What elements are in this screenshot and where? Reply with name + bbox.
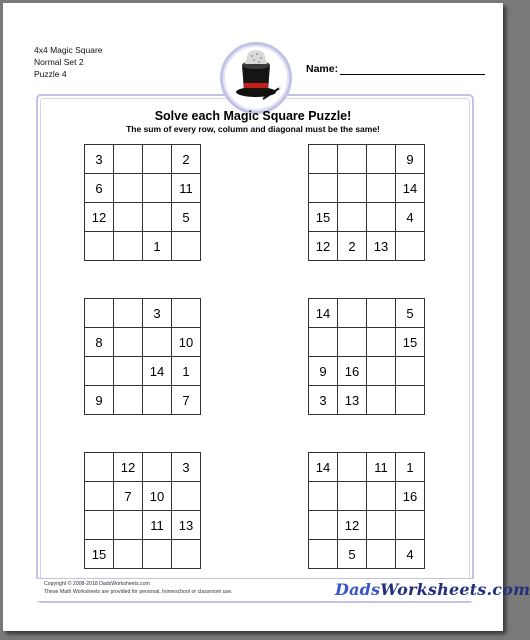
square-cell[interactable]: 11: [172, 174, 201, 203]
square-cell[interactable]: 12: [309, 232, 338, 261]
square-cell[interactable]: [309, 174, 338, 203]
square-cell[interactable]: [367, 482, 396, 511]
square-cell[interactable]: 1: [172, 357, 201, 386]
square-cell[interactable]: [396, 357, 425, 386]
footer-copyright: Copyright © 2008-2018 DadsWorksheets.com: [44, 581, 150, 587]
square-cell[interactable]: [114, 357, 143, 386]
magic-square-2: [308, 144, 425, 261]
square-cell[interactable]: [309, 540, 338, 569]
footer-notice: These Math Worksheets are provided for personal, homeschool or classroom use.: [44, 589, 233, 595]
square-cell[interactable]: 7: [114, 482, 143, 511]
square-cell[interactable]: 13: [172, 511, 201, 540]
square-cell[interactable]: [114, 386, 143, 415]
square-cell[interactable]: 4: [396, 203, 425, 232]
square-cell[interactable]: [338, 328, 367, 357]
square-cell[interactable]: 11: [143, 511, 172, 540]
dadsworksheets-logo: [335, 580, 530, 599]
square-cell[interactable]: 3: [172, 453, 201, 482]
square-cell[interactable]: 1: [396, 453, 425, 482]
square-cell[interactable]: [172, 232, 201, 261]
square-cell[interactable]: 13: [338, 386, 367, 415]
meta-puzzle: Puzzle 4: [34, 69, 67, 79]
square-cell[interactable]: [143, 174, 172, 203]
square-cell[interactable]: [396, 386, 425, 415]
square-cell[interactable]: [143, 203, 172, 232]
square-cell[interactable]: 9: [85, 386, 114, 415]
square-cell[interactable]: [367, 328, 396, 357]
square-cell[interactable]: 12: [114, 453, 143, 482]
magic-square-3: [84, 298, 201, 415]
square-cell[interactable]: [367, 540, 396, 569]
square-cell[interactable]: [367, 174, 396, 203]
square-cell[interactable]: [114, 511, 143, 540]
square-cell[interactable]: [85, 482, 114, 511]
square-cell[interactable]: [172, 540, 201, 569]
square-cell[interactable]: [367, 145, 396, 174]
square-cell[interactable]: 2: [338, 232, 367, 261]
square-cell[interactable]: 5: [338, 540, 367, 569]
square-cell[interactable]: [338, 174, 367, 203]
square-cell[interactable]: 14: [396, 174, 425, 203]
logo-part1: Dads: [335, 580, 381, 599]
square-cell[interactable]: 15: [396, 328, 425, 357]
square-cell[interactable]: [396, 232, 425, 261]
square-cell[interactable]: [114, 145, 143, 174]
square-cell[interactable]: [85, 453, 114, 482]
square-cell[interactable]: 9: [396, 145, 425, 174]
square-cell[interactable]: 2: [172, 145, 201, 174]
square-cell[interactable]: [309, 145, 338, 174]
square-cell[interactable]: [114, 203, 143, 232]
logo-part2: Worksheets.com: [380, 580, 530, 599]
square-cell[interactable]: 8: [85, 328, 114, 357]
square-cell[interactable]: 10: [143, 482, 172, 511]
square-cell[interactable]: 3: [309, 386, 338, 415]
square-cell[interactable]: 5: [396, 299, 425, 328]
square-cell[interactable]: 3: [143, 299, 172, 328]
square-cell[interactable]: [338, 299, 367, 328]
square-cell[interactable]: [396, 511, 425, 540]
square-cell[interactable]: 11: [367, 453, 396, 482]
square-cell[interactable]: [367, 299, 396, 328]
square-cell[interactable]: [367, 357, 396, 386]
square-cell[interactable]: 13: [367, 232, 396, 261]
square-cell[interactable]: [367, 203, 396, 232]
square-cell[interactable]: 9: [309, 357, 338, 386]
square-cell[interactable]: [114, 328, 143, 357]
square-cell[interactable]: [338, 482, 367, 511]
square-cell[interactable]: [172, 299, 201, 328]
square-cell[interactable]: [172, 482, 201, 511]
name-line: [340, 64, 485, 75]
square-cell[interactable]: [85, 511, 114, 540]
square-cell[interactable]: [114, 299, 143, 328]
meta-set: Normal Set 2: [34, 57, 84, 67]
square-cell[interactable]: [309, 511, 338, 540]
square-cell[interactable]: [143, 453, 172, 482]
square-cell[interactable]: [309, 482, 338, 511]
square-cell[interactable]: [114, 540, 143, 569]
square-cell[interactable]: 14: [143, 357, 172, 386]
square-cell[interactable]: [367, 511, 396, 540]
square-cell[interactable]: [114, 174, 143, 203]
magic-square-6: [308, 452, 425, 569]
square-cell[interactable]: 4: [396, 540, 425, 569]
square-cell[interactable]: [309, 328, 338, 357]
square-cell[interactable]: [85, 299, 114, 328]
square-cell[interactable]: 16: [396, 482, 425, 511]
square-cell[interactable]: [143, 145, 172, 174]
magic-square-5: [84, 452, 201, 569]
square-cell[interactable]: 14: [309, 299, 338, 328]
magic-hat-icon: [220, 42, 292, 114]
square-cell[interactable]: 15: [309, 203, 338, 232]
square-cell[interactable]: 3: [85, 145, 114, 174]
square-cell[interactable]: 7: [172, 386, 201, 415]
square-cell[interactable]: [338, 145, 367, 174]
square-cell[interactable]: [143, 386, 172, 415]
square-cell[interactable]: [85, 232, 114, 261]
name-field: [306, 63, 485, 75]
square-cell[interactable]: [114, 232, 143, 261]
square-cell[interactable]: 10: [172, 328, 201, 357]
square-cell[interactable]: 12: [338, 511, 367, 540]
name-label: Name:: [306, 63, 339, 75]
square-cell[interactable]: [367, 386, 396, 415]
square-cell[interactable]: [338, 203, 367, 232]
instructions-subtitle: The sum of every row, column and diagonal must be the same!: [126, 124, 380, 134]
square-cell[interactable]: 6: [85, 174, 114, 203]
square-cell[interactable]: [338, 453, 367, 482]
square-cell[interactable]: 16: [338, 357, 367, 386]
puzzle-meta: [34, 44, 103, 80]
square-cell[interactable]: [85, 357, 114, 386]
square-cell[interactable]: 15: [85, 540, 114, 569]
square-cell[interactable]: [143, 540, 172, 569]
instructions-title: Solve each Magic Square Puzzle!: [154, 109, 352, 123]
square-cell[interactable]: 14: [309, 453, 338, 482]
meta-title: 4x4 Magic Square: [34, 45, 103, 55]
square-cell[interactable]: [143, 328, 172, 357]
magic-square-1: [84, 144, 201, 261]
square-cell[interactable]: 12: [85, 203, 114, 232]
square-cell[interactable]: 1: [143, 232, 172, 261]
magic-square-4: [308, 298, 425, 415]
square-cell[interactable]: 5: [172, 203, 201, 232]
